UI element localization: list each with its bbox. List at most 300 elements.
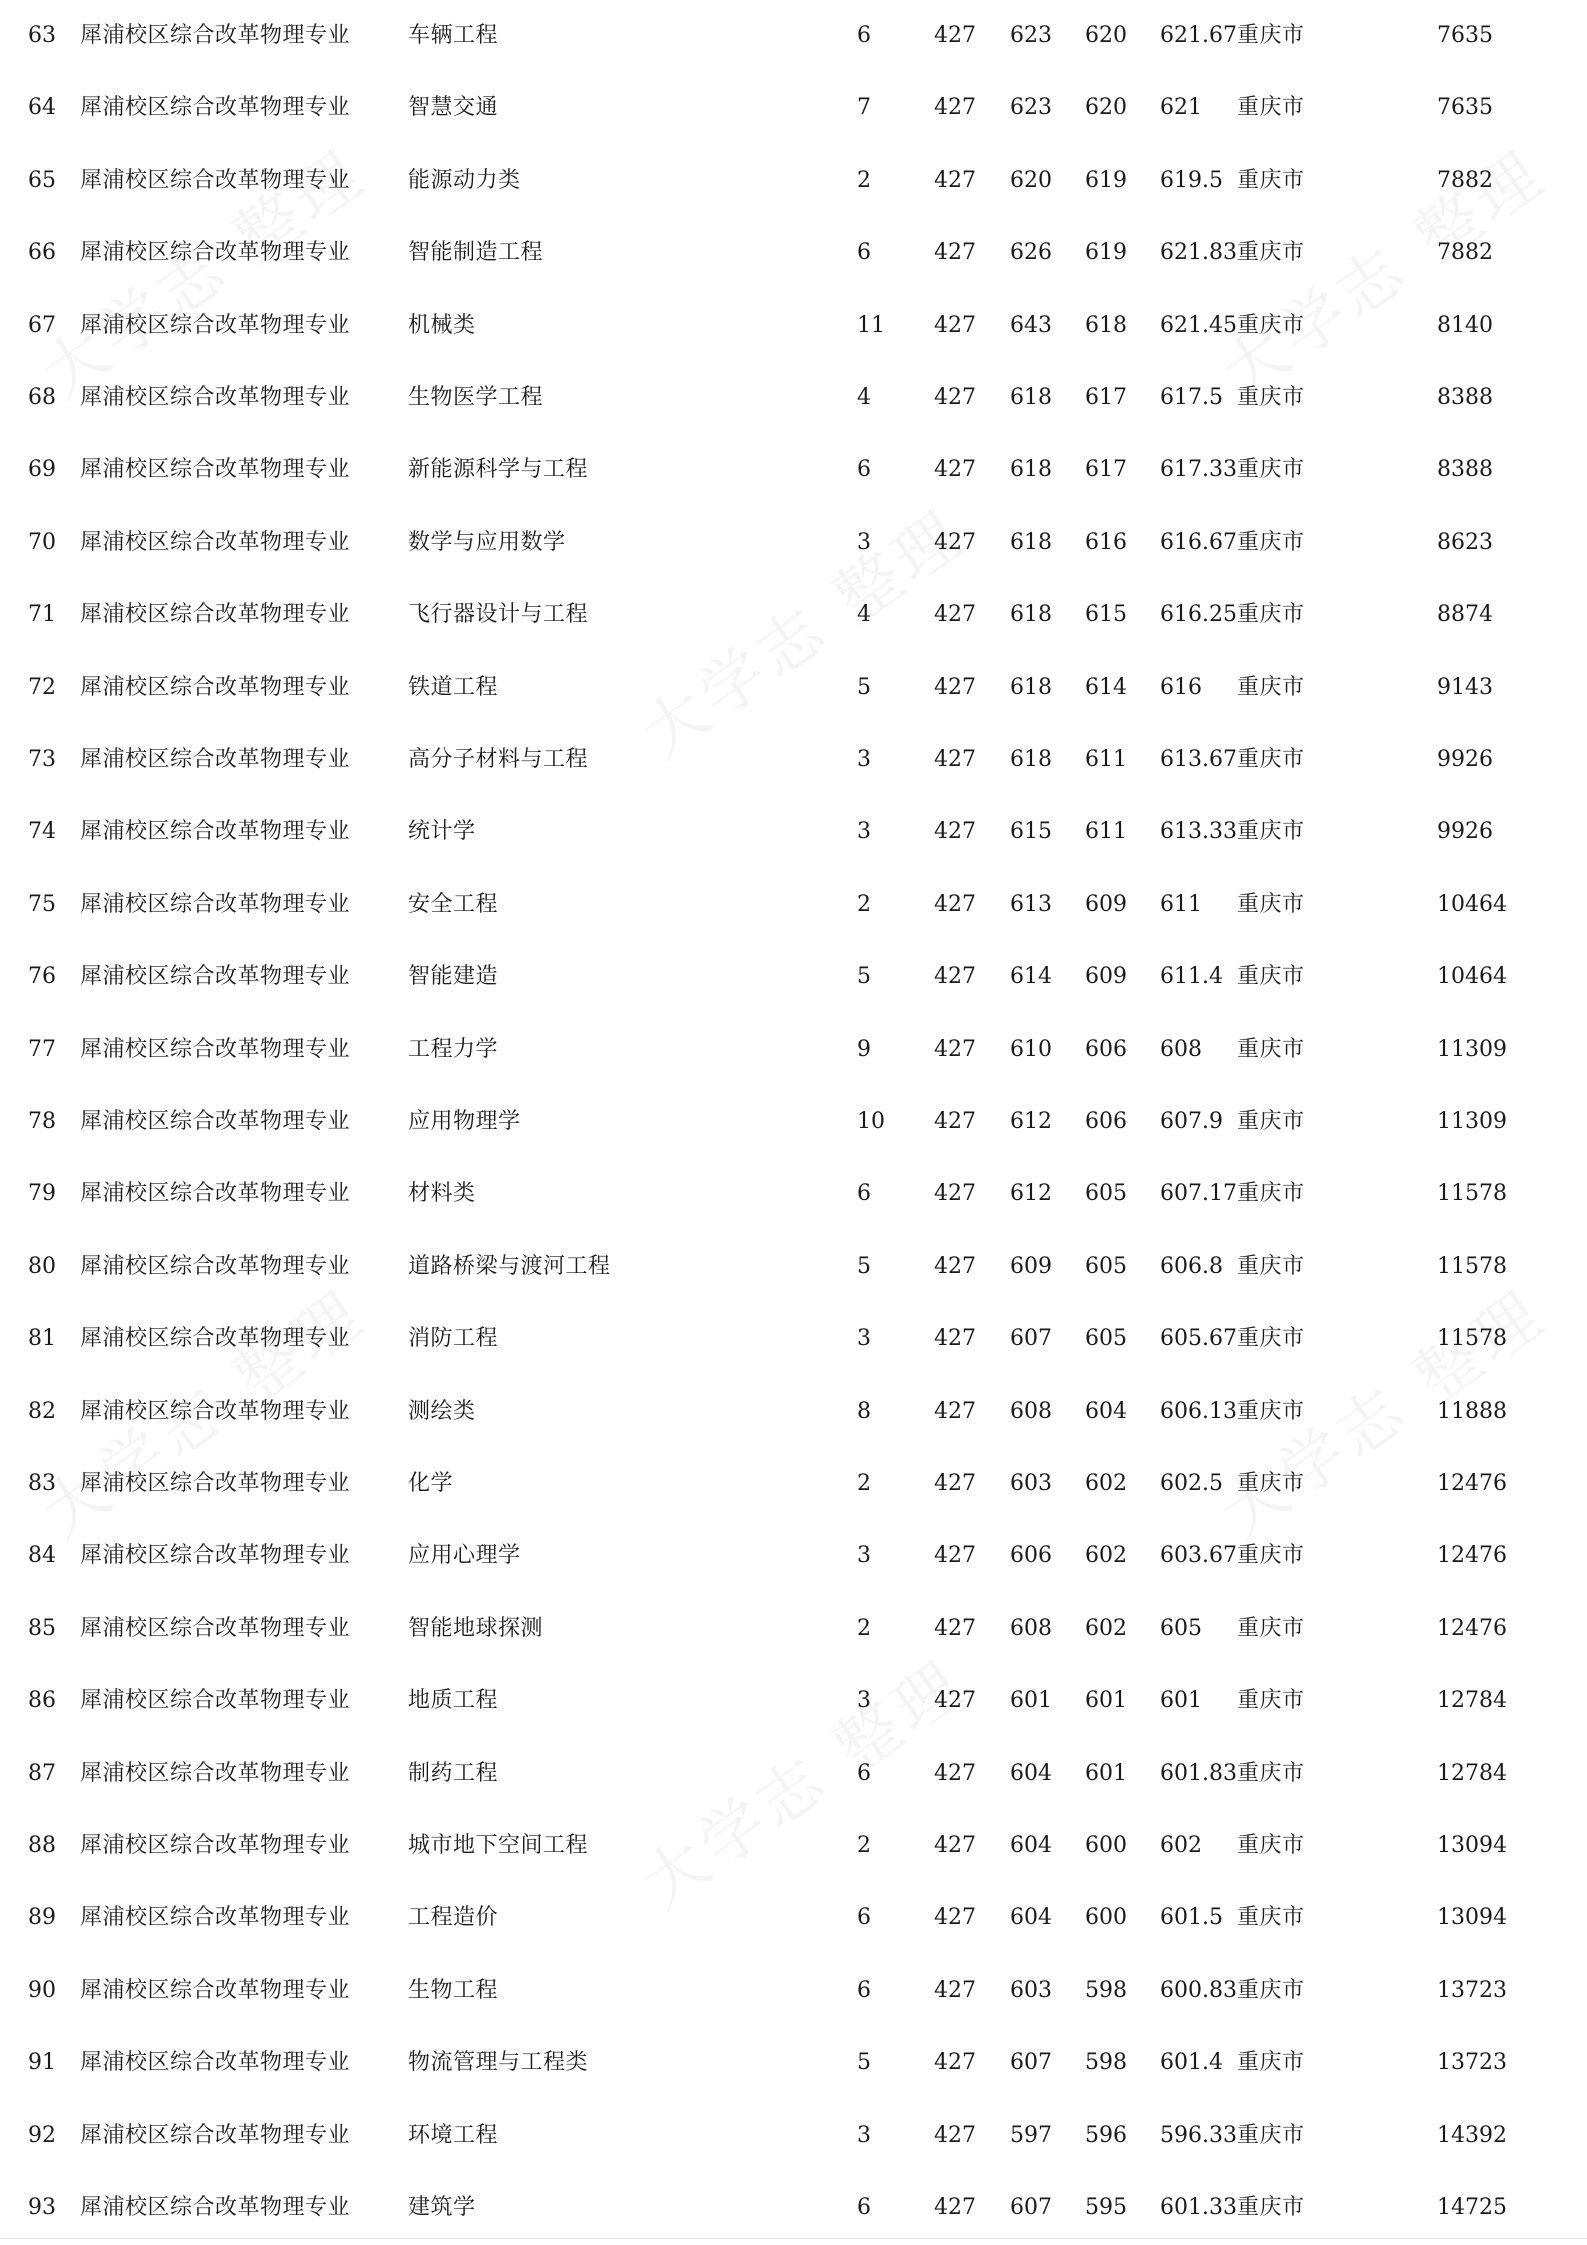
max-score-cell: 603 <box>1010 1977 1052 2003</box>
max-score-cell: 608 <box>1010 1615 1052 1641</box>
min-rank-cell: 7882 <box>1437 240 1493 266</box>
campus-category-cell: 犀浦校区综合改革物理专业 <box>80 1398 351 1424</box>
row-number-cell: 63 <box>28 23 56 48</box>
avg-score-cell: 616.67 <box>1160 529 1237 555</box>
campus-category-cell: 犀浦校区综合改革物理专业 <box>80 1326 351 1352</box>
max-score-cell: 618 <box>1010 457 1052 483</box>
table-row <box>0 434 1587 506</box>
min-score-cell: 609 <box>1085 964 1127 990</box>
min-score-cell: 614 <box>1085 674 1127 700</box>
min-score-cell: 617 <box>1085 457 1127 483</box>
min-rank-cell: 11578 <box>1437 1181 1507 1207</box>
row-number-cell: 83 <box>28 1471 56 1496</box>
row-number-cell: 77 <box>28 1036 56 1062</box>
row-number-cell: 68 <box>28 385 56 410</box>
control-line-cell: 427 <box>934 95 976 121</box>
table-row <box>0 1593 1587 1665</box>
table-row <box>0 72 1587 144</box>
table-row <box>0 217 1587 289</box>
province-cell: 重庆市 <box>1237 602 1305 628</box>
campus-category-cell: 犀浦校区综合改革物理专业 <box>80 674 351 700</box>
max-score-cell: 618 <box>1010 385 1052 410</box>
table-row <box>0 1665 1587 1737</box>
province-cell: 重庆市 <box>1237 819 1305 845</box>
row-number-cell: 71 <box>28 602 56 628</box>
campus-category-cell: 犀浦校区综合改革物理专业 <box>80 385 351 410</box>
table-row <box>0 2027 1587 2099</box>
plan-count-cell: 5 <box>857 2050 871 2076</box>
min-score-cell: 620 <box>1085 95 1127 121</box>
plan-count-cell: 6 <box>857 1905 871 1931</box>
table-row <box>0 1448 1587 1520</box>
min-rank-cell: 10464 <box>1437 891 1507 917</box>
min-score-cell: 601 <box>1085 1688 1127 1714</box>
row-number-cell: 66 <box>28 240 56 266</box>
major-name-cell: 环境工程 <box>408 2122 499 2148</box>
max-score-cell: 601 <box>1010 1688 1052 1714</box>
plan-count-cell: 6 <box>857 240 871 266</box>
max-score-cell: 623 <box>1010 23 1052 48</box>
bottom-divider <box>0 2238 1587 2239</box>
plan-count-cell: 2 <box>857 891 871 917</box>
row-number-cell: 75 <box>28 891 56 917</box>
avg-score-cell: 601.33 <box>1160 2195 1237 2220</box>
min-score-cell: 602 <box>1085 1615 1127 1641</box>
table-row <box>0 869 1587 941</box>
province-cell: 重庆市 <box>1237 1109 1305 1134</box>
avg-score-cell: 621.67 <box>1160 23 1237 48</box>
plan-count-cell: 5 <box>857 1253 871 1279</box>
row-number-cell: 79 <box>28 1181 56 1207</box>
plan-count-cell: 10 <box>857 1109 885 1134</box>
campus-category-cell: 犀浦校区综合改革物理专业 <box>80 457 351 483</box>
min-score-cell: 598 <box>1085 1977 1127 2003</box>
min-rank-cell: 8388 <box>1437 385 1493 410</box>
avg-score-cell: 621.45 <box>1160 312 1237 338</box>
max-score-cell: 618 <box>1010 747 1052 772</box>
control-line-cell: 427 <box>934 1615 976 1641</box>
province-cell: 重庆市 <box>1237 1760 1305 1786</box>
plan-count-cell: 3 <box>857 1688 871 1714</box>
avg-score-cell: 606.13 <box>1160 1398 1237 1424</box>
plan-count-cell: 3 <box>857 747 871 772</box>
avg-score-cell: 617.33 <box>1160 457 1237 483</box>
campus-category-cell: 犀浦校区综合改革物理专业 <box>80 891 351 917</box>
province-cell: 重庆市 <box>1237 529 1305 555</box>
control-line-cell: 427 <box>934 240 976 266</box>
table-row <box>0 1086 1587 1158</box>
table-row <box>0 145 1587 217</box>
campus-category-cell: 犀浦校区综合改革物理专业 <box>80 964 351 990</box>
campus-category-cell: 犀浦校区综合改革物理专业 <box>80 1543 351 1569</box>
min-score-cell: 615 <box>1085 602 1127 628</box>
min-score-cell: 609 <box>1085 891 1127 917</box>
table-row <box>0 362 1587 434</box>
max-score-cell: 609 <box>1010 1253 1052 1279</box>
avg-score-cell: 608 <box>1160 1036 1202 1062</box>
campus-category-cell: 犀浦校区综合改革物理专业 <box>80 1905 351 1931</box>
province-cell: 重庆市 <box>1237 1326 1305 1352</box>
province-cell: 重庆市 <box>1237 964 1305 990</box>
avg-score-cell: 619.5 <box>1160 167 1223 193</box>
max-score-cell: 606 <box>1010 1543 1052 1569</box>
min-rank-cell: 7635 <box>1437 95 1493 121</box>
control-line-cell: 427 <box>934 1036 976 1062</box>
plan-count-cell: 8 <box>857 1398 871 1424</box>
max-score-cell: 618 <box>1010 674 1052 700</box>
province-cell: 重庆市 <box>1237 891 1305 917</box>
control-line-cell: 427 <box>934 1181 976 1207</box>
avg-score-cell: 617.5 <box>1160 385 1223 410</box>
min-rank-cell: 9926 <box>1437 747 1493 772</box>
min-score-cell: 600 <box>1085 1833 1127 1858</box>
campus-category-cell: 犀浦校区综合改革物理专业 <box>80 1181 351 1207</box>
row-number-cell: 73 <box>28 747 56 772</box>
min-rank-cell: 13723 <box>1437 2050 1507 2076</box>
min-score-cell: 619 <box>1085 167 1127 193</box>
province-cell: 重庆市 <box>1237 385 1305 410</box>
province-cell: 重庆市 <box>1237 1181 1305 1207</box>
avg-score-cell: 605 <box>1160 1615 1202 1641</box>
plan-count-cell: 6 <box>857 1977 871 2003</box>
avg-score-cell: 601 <box>1160 1688 1202 1714</box>
row-number-cell: 64 <box>28 95 56 121</box>
min-rank-cell: 7882 <box>1437 167 1493 193</box>
control-line-cell: 427 <box>934 1905 976 1931</box>
avg-score-cell: 607.17 <box>1160 1181 1237 1207</box>
min-score-cell: 606 <box>1085 1036 1127 1062</box>
row-number-cell: 92 <box>28 2122 56 2148</box>
min-score-cell: 605 <box>1085 1253 1127 1279</box>
avg-score-cell: 621.83 <box>1160 240 1237 266</box>
avg-score-cell: 613.33 <box>1160 819 1237 845</box>
row-number-cell: 80 <box>28 1253 56 1279</box>
campus-category-cell: 犀浦校区综合改革物理专业 <box>80 1615 351 1641</box>
avg-score-cell: 611 <box>1160 891 1202 917</box>
row-number-cell: 91 <box>28 2050 56 2076</box>
major-name-cell: 数学与应用数学 <box>408 529 566 555</box>
min-rank-cell: 11578 <box>1437 1326 1507 1352</box>
min-score-cell: 605 <box>1085 1326 1127 1352</box>
province-cell: 重庆市 <box>1237 2195 1305 2220</box>
control-line-cell: 427 <box>934 747 976 772</box>
campus-category-cell: 犀浦校区综合改革物理专业 <box>80 1760 351 1786</box>
control-line-cell: 427 <box>934 2195 976 2220</box>
province-cell: 重庆市 <box>1237 1833 1305 1858</box>
table-row <box>0 2100 1587 2172</box>
plan-count-cell: 3 <box>857 819 871 845</box>
control-line-cell: 427 <box>934 674 976 700</box>
row-number-cell: 82 <box>28 1398 56 1424</box>
row-number-cell: 72 <box>28 674 56 700</box>
campus-category-cell: 犀浦校区综合改革物理专业 <box>80 1688 351 1714</box>
avg-score-cell: 616.25 <box>1160 602 1237 628</box>
max-score-cell: 607 <box>1010 2050 1052 2076</box>
major-name-cell: 城市地下空间工程 <box>408 1833 589 1858</box>
plan-count-cell: 6 <box>857 23 871 48</box>
max-score-cell: 614 <box>1010 964 1052 990</box>
control-line-cell: 427 <box>934 385 976 410</box>
max-score-cell: 607 <box>1010 1326 1052 1352</box>
avg-score-cell: 601.4 <box>1160 2050 1223 2076</box>
min-score-cell: 602 <box>1085 1543 1127 1569</box>
province-cell: 重庆市 <box>1237 167 1305 193</box>
campus-category-cell: 犀浦校区综合改革物理专业 <box>80 1977 351 2003</box>
avg-score-cell: 606.8 <box>1160 1253 1223 1279</box>
min-rank-cell: 8874 <box>1437 602 1493 628</box>
row-number-cell: 74 <box>28 819 56 845</box>
control-line-cell: 427 <box>934 1326 976 1352</box>
avg-score-cell: 611.4 <box>1160 964 1223 990</box>
max-score-cell: 604 <box>1010 1760 1052 1786</box>
plan-count-cell: 3 <box>857 1543 871 1569</box>
plan-count-cell: 5 <box>857 964 871 990</box>
table-row <box>0 1520 1587 1592</box>
plan-count-cell: 4 <box>857 385 871 410</box>
province-cell: 重庆市 <box>1237 1253 1305 1279</box>
max-score-cell: 643 <box>1010 312 1052 338</box>
province-cell: 重庆市 <box>1237 1398 1305 1424</box>
control-line-cell: 427 <box>934 819 976 845</box>
plan-count-cell: 2 <box>857 1833 871 1858</box>
max-score-cell: 603 <box>1010 1471 1052 1496</box>
min-rank-cell: 7635 <box>1437 23 1493 48</box>
major-name-cell: 统计学 <box>408 819 476 845</box>
control-line-cell: 427 <box>934 891 976 917</box>
control-line-cell: 427 <box>934 1543 976 1569</box>
max-score-cell: 620 <box>1010 167 1052 193</box>
max-score-cell: 597 <box>1010 2122 1052 2148</box>
plan-count-cell: 3 <box>857 2122 871 2148</box>
control-line-cell: 427 <box>934 1833 976 1858</box>
row-number-cell: 85 <box>28 1615 56 1641</box>
avg-score-cell: 602.5 <box>1160 1471 1223 1496</box>
plan-count-cell: 6 <box>857 1181 871 1207</box>
min-score-cell: 620 <box>1085 23 1127 48</box>
row-number-cell: 87 <box>28 1760 56 1786</box>
min-score-cell: 598 <box>1085 2050 1127 2076</box>
plan-count-cell: 9 <box>857 1036 871 1062</box>
province-cell: 重庆市 <box>1237 674 1305 700</box>
min-score-cell: 616 <box>1085 529 1127 555</box>
avg-score-cell: 596.33 <box>1160 2122 1237 2148</box>
major-name-cell: 高分子材料与工程 <box>408 747 589 772</box>
row-number-cell: 90 <box>28 1977 56 2003</box>
major-name-cell: 地质工程 <box>408 1688 499 1714</box>
max-score-cell: 608 <box>1010 1398 1052 1424</box>
control-line-cell: 427 <box>934 1471 976 1496</box>
max-score-cell: 615 <box>1010 819 1052 845</box>
table-row <box>0 1303 1587 1375</box>
table-row <box>0 507 1587 579</box>
plan-count-cell: 2 <box>857 167 871 193</box>
max-score-cell: 612 <box>1010 1181 1052 1207</box>
table-row <box>0 941 1587 1013</box>
province-cell: 重庆市 <box>1237 1977 1305 2003</box>
control-line-cell: 427 <box>934 964 976 990</box>
min-rank-cell: 13094 <box>1437 1833 1507 1858</box>
major-name-cell: 生物工程 <box>408 1977 499 2003</box>
plan-count-cell: 4 <box>857 602 871 628</box>
table-row <box>0 796 1587 868</box>
campus-category-cell: 犀浦校区综合改革物理专业 <box>80 2050 351 2076</box>
control-line-cell: 427 <box>934 1688 976 1714</box>
table-row <box>0 1810 1587 1882</box>
avg-score-cell: 616 <box>1160 674 1202 700</box>
major-name-cell: 铁道工程 <box>408 674 499 700</box>
campus-category-cell: 犀浦校区综合改革物理专业 <box>80 95 351 121</box>
max-score-cell: 626 <box>1010 240 1052 266</box>
major-name-cell: 新能源科学与工程 <box>408 457 589 483</box>
plan-count-cell: 6 <box>857 457 871 483</box>
campus-category-cell: 犀浦校区综合改革物理专业 <box>80 2195 351 2220</box>
table-row <box>0 652 1587 724</box>
major-name-cell: 飞行器设计与工程 <box>408 602 589 628</box>
major-name-cell: 工程造价 <box>408 1905 499 1931</box>
province-cell: 重庆市 <box>1237 240 1305 266</box>
campus-category-cell: 犀浦校区综合改革物理专业 <box>80 312 351 338</box>
row-number-cell: 78 <box>28 1109 56 1134</box>
province-cell: 重庆市 <box>1237 312 1305 338</box>
campus-category-cell: 犀浦校区综合改革物理专业 <box>80 529 351 555</box>
major-name-cell: 物流管理与工程类 <box>408 2050 589 2076</box>
table-row <box>0 1738 1587 1810</box>
major-name-cell: 建筑学 <box>408 2195 476 2220</box>
campus-category-cell: 犀浦校区综合改革物理专业 <box>80 747 351 772</box>
province-cell: 重庆市 <box>1237 95 1305 121</box>
row-number-cell: 93 <box>28 2195 56 2220</box>
province-cell: 重庆市 <box>1237 1471 1305 1496</box>
min-score-cell: 602 <box>1085 1471 1127 1496</box>
plan-count-cell: 2 <box>857 1615 871 1641</box>
min-score-cell: 611 <box>1085 819 1127 845</box>
plan-count-cell: 7 <box>857 95 871 121</box>
max-score-cell: 623 <box>1010 95 1052 121</box>
campus-category-cell: 犀浦校区综合改革物理专业 <box>80 240 351 266</box>
control-line-cell: 427 <box>934 1109 976 1134</box>
campus-category-cell: 犀浦校区综合改革物理专业 <box>80 1253 351 1279</box>
table-row <box>0 1014 1587 1086</box>
min-rank-cell: 12784 <box>1437 1688 1507 1714</box>
control-line-cell: 427 <box>934 2050 976 2076</box>
plan-count-cell: 6 <box>857 2195 871 2220</box>
min-rank-cell: 11578 <box>1437 1253 1507 1279</box>
min-rank-cell: 8388 <box>1437 457 1493 483</box>
min-rank-cell: 13094 <box>1437 1905 1507 1931</box>
plan-count-cell: 3 <box>857 1326 871 1352</box>
max-score-cell: 604 <box>1010 1833 1052 1858</box>
province-cell: 重庆市 <box>1237 1615 1305 1641</box>
control-line-cell: 427 <box>934 312 976 338</box>
control-line-cell: 427 <box>934 167 976 193</box>
campus-category-cell: 犀浦校区综合改革物理专业 <box>80 1036 351 1062</box>
max-score-cell: 618 <box>1010 602 1052 628</box>
row-number-cell: 88 <box>28 1833 56 1858</box>
major-name-cell: 制药工程 <box>408 1760 499 1786</box>
major-name-cell: 材料类 <box>408 1181 476 1207</box>
max-score-cell: 604 <box>1010 1905 1052 1931</box>
avg-score-cell: 605.67 <box>1160 1326 1237 1352</box>
campus-category-cell: 犀浦校区综合改革物理专业 <box>80 167 351 193</box>
min-score-cell: 601 <box>1085 1760 1127 1786</box>
row-number-cell: 69 <box>28 457 56 483</box>
major-name-cell: 工程力学 <box>408 1036 499 1062</box>
major-name-cell: 安全工程 <box>408 891 499 917</box>
max-score-cell: 612 <box>1010 1109 1052 1134</box>
row-number-cell: 84 <box>28 1543 56 1569</box>
control-line-cell: 427 <box>934 529 976 555</box>
min-rank-cell: 9143 <box>1437 674 1493 700</box>
avg-score-cell: 613.67 <box>1160 747 1237 772</box>
max-score-cell: 610 <box>1010 1036 1052 1062</box>
major-name-cell: 智能建造 <box>408 964 499 990</box>
min-score-cell: 605 <box>1085 1181 1127 1207</box>
control-line-cell: 427 <box>934 2122 976 2148</box>
avg-score-cell: 621 <box>1160 95 1202 121</box>
major-name-cell: 应用物理学 <box>408 1109 521 1134</box>
campus-category-cell: 犀浦校区综合改革物理专业 <box>80 819 351 845</box>
min-score-cell: 606 <box>1085 1109 1127 1134</box>
table-row <box>0 724 1587 796</box>
min-score-cell: 595 <box>1085 2195 1127 2220</box>
min-rank-cell: 11309 <box>1437 1036 1507 1062</box>
table-row <box>0 0 1587 72</box>
min-score-cell: 611 <box>1085 747 1127 772</box>
min-rank-cell: 11309 <box>1437 1109 1507 1134</box>
plan-count-cell: 3 <box>857 529 871 555</box>
min-score-cell: 604 <box>1085 1398 1127 1424</box>
control-line-cell: 427 <box>934 1977 976 2003</box>
campus-category-cell: 犀浦校区综合改革物理专业 <box>80 1471 351 1496</box>
min-rank-cell: 12476 <box>1437 1615 1507 1641</box>
major-name-cell: 测绘类 <box>408 1398 476 1424</box>
plan-count-cell: 6 <box>857 1760 871 1786</box>
min-rank-cell: 12476 <box>1437 1543 1507 1569</box>
row-number-cell: 81 <box>28 1326 56 1352</box>
province-cell: 重庆市 <box>1237 457 1305 483</box>
table-row <box>0 1955 1587 2027</box>
plan-count-cell: 2 <box>857 1471 871 1496</box>
major-name-cell: 消防工程 <box>408 1326 499 1352</box>
table-row <box>0 1158 1587 1230</box>
plan-count-cell: 11 <box>857 312 885 338</box>
province-cell: 重庆市 <box>1237 1905 1305 1931</box>
min-score-cell: 600 <box>1085 1905 1127 1931</box>
plan-count-cell: 5 <box>857 674 871 700</box>
min-score-cell: 596 <box>1085 2122 1127 2148</box>
campus-category-cell: 犀浦校区综合改革物理专业 <box>80 2122 351 2148</box>
major-name-cell: 智能制造工程 <box>408 240 544 266</box>
row-number-cell: 89 <box>28 1905 56 1931</box>
min-rank-cell: 14392 <box>1437 2122 1507 2148</box>
row-number-cell: 67 <box>28 312 56 338</box>
min-rank-cell: 8623 <box>1437 529 1493 555</box>
campus-category-cell: 犀浦校区综合改革物理专业 <box>80 602 351 628</box>
avg-score-cell: 603.67 <box>1160 1543 1237 1569</box>
row-number-cell: 70 <box>28 529 56 555</box>
avg-score-cell: 600.83 <box>1160 1977 1237 2003</box>
province-cell: 重庆市 <box>1237 1688 1305 1714</box>
min-rank-cell: 10464 <box>1437 964 1507 990</box>
control-line-cell: 427 <box>934 1398 976 1424</box>
major-name-cell: 能源动力类 <box>408 167 521 193</box>
min-rank-cell: 12476 <box>1437 1471 1507 1496</box>
min-rank-cell: 13723 <box>1437 1977 1507 2003</box>
row-number-cell: 76 <box>28 964 56 990</box>
row-number-cell: 86 <box>28 1688 56 1714</box>
min-rank-cell: 8140 <box>1437 312 1493 338</box>
campus-category-cell: 犀浦校区综合改革物理专业 <box>80 1833 351 1858</box>
